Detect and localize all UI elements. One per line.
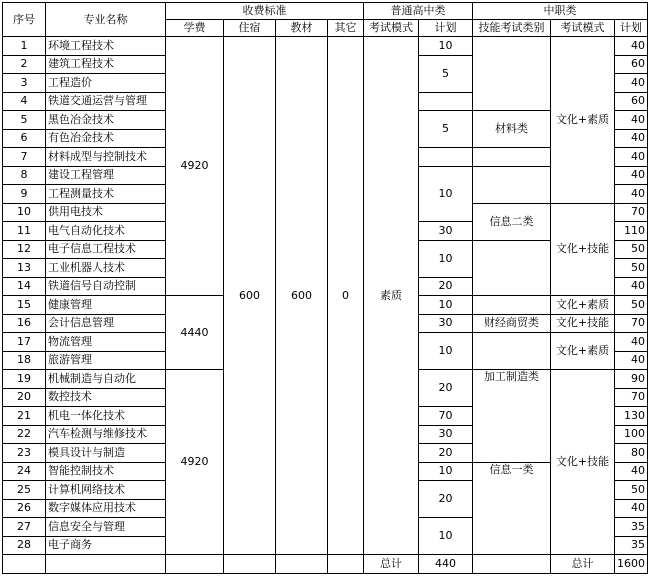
total-empty-cell <box>166 555 224 574</box>
vocational-plan-cell: 70 <box>615 388 648 407</box>
enrollment-plan-table <box>2 2 648 574</box>
vocational-mode-cell: 文化+素质 <box>551 37 615 204</box>
row-number: 15 <box>3 296 46 315</box>
vocational-plan-cell: 40 <box>615 129 648 148</box>
row-number: 25 <box>3 481 46 500</box>
vocational-plan-cell: 35 <box>615 536 648 555</box>
header-general-group: 普通高中类 <box>364 3 473 20</box>
row-number: 12 <box>3 240 46 259</box>
vocational-plan-cell: 40 <box>615 185 648 204</box>
total-empty-cell <box>3 555 46 574</box>
general-plan-cell <box>419 148 473 167</box>
header-row-1 <box>3 3 648 20</box>
major-name: 物流管理 <box>46 333 166 352</box>
tuition-cell: 4920 <box>166 37 224 296</box>
vocational-category-cell <box>473 296 551 315</box>
major-name: 黑色冶金技术 <box>46 111 166 130</box>
vocational-plan-cell: 50 <box>615 296 648 315</box>
general-plan-cell: 5 <box>419 55 473 92</box>
row-number: 14 <box>3 277 46 296</box>
general-plan-cell: 10 <box>419 166 473 222</box>
header-seq: 序号 <box>3 3 46 37</box>
textbook-cell: 600 <box>276 37 328 555</box>
vocational-category-cell <box>473 240 551 296</box>
vocational-category-cell: 信息一类 <box>473 462 551 555</box>
major-name: 汽车检测与维修技术 <box>46 425 166 444</box>
vocational-plan-cell: 70 <box>615 203 648 222</box>
general-plan-cell: 10 <box>419 240 473 277</box>
general-plan-cell: 10 <box>419 518 473 555</box>
vocational-category-cell: 财经商贸类 <box>473 314 551 333</box>
major-name: 信息安全与管理 <box>46 518 166 537</box>
header-tuition: 学费 <box>166 20 224 37</box>
header-vocational-category: 技能考试类别 <box>473 20 551 37</box>
vocational-plan-cell: 40 <box>615 499 648 518</box>
row-number: 17 <box>3 333 46 352</box>
vocational-category-cell <box>473 166 551 203</box>
vocational-category-cell <box>473 333 551 370</box>
vocational-plan-cell: 60 <box>615 55 648 74</box>
total-empty-cell <box>473 555 551 574</box>
major-name: 建筑工程技术 <box>46 55 166 74</box>
row-number: 2 <box>3 55 46 74</box>
general-total-label: 总计 <box>364 555 419 574</box>
major-name: 工程测量技术 <box>46 185 166 204</box>
tuition-cell: 4440 <box>166 296 224 370</box>
header-other: 其它 <box>328 20 364 37</box>
row-number: 9 <box>3 185 46 204</box>
other-fee-cell: 0 <box>328 37 364 555</box>
header-vocational-plan: 计划 <box>615 20 648 37</box>
vocational-plan-cell: 35 <box>615 518 648 537</box>
header-vocational-mode: 考试模式 <box>551 20 615 37</box>
major-name: 电气自动化技术 <box>46 222 166 241</box>
general-total-value: 440 <box>419 555 473 574</box>
vocational-plan-cell: 40 <box>615 277 648 296</box>
major-name: 工业机器人技术 <box>46 259 166 278</box>
major-name: 会计信息管理 <box>46 314 166 333</box>
vocational-mode-cell: 文化+素质 <box>551 296 615 315</box>
major-name: 机械制造与自动化 <box>46 370 166 389</box>
general-mode-cell: 素质 <box>364 37 419 555</box>
row-number: 13 <box>3 259 46 278</box>
total-empty-cell <box>276 555 328 574</box>
major-name: 供用电技术 <box>46 203 166 222</box>
vocational-plan-cell: 40 <box>615 333 648 352</box>
total-empty-cell <box>46 555 166 574</box>
vocational-category-cell: 加工制造类 <box>473 370 551 463</box>
header-major: 专业名称 <box>46 3 166 37</box>
general-plan-cell: 20 <box>419 370 473 407</box>
row-number: 22 <box>3 425 46 444</box>
total-row <box>3 555 648 574</box>
general-plan-cell: 20 <box>419 277 473 296</box>
row-number: 23 <box>3 444 46 463</box>
header-general-mode: 考试模式 <box>364 20 419 37</box>
vocational-total-label: 总计 <box>551 555 615 574</box>
general-plan-cell: 30 <box>419 222 473 241</box>
general-plan-cell: 20 <box>419 481 473 518</box>
vocational-plan-cell: 40 <box>615 37 648 56</box>
major-name: 工程造价 <box>46 74 166 93</box>
table-row <box>3 37 648 56</box>
general-plan-cell: 10 <box>419 462 473 481</box>
general-plan-cell: 5 <box>419 111 473 148</box>
row-number: 16 <box>3 314 46 333</box>
vocational-plan-cell: 50 <box>615 240 648 259</box>
vocational-mode-cell: 文化+技能 <box>551 370 615 555</box>
vocational-plan-cell: 130 <box>615 407 648 426</box>
row-number: 27 <box>3 518 46 537</box>
vocational-plan-cell: 50 <box>615 481 648 500</box>
row-number: 26 <box>3 499 46 518</box>
row-number: 8 <box>3 166 46 185</box>
row-number: 28 <box>3 536 46 555</box>
row-number: 24 <box>3 462 46 481</box>
vocational-category-cell <box>473 148 551 167</box>
major-name: 健康管理 <box>46 296 166 315</box>
header-fee-group: 收费标准 <box>166 3 364 20</box>
row-number: 6 <box>3 129 46 148</box>
row-number: 19 <box>3 370 46 389</box>
header-lodging: 住宿 <box>224 20 276 37</box>
vocational-mode-cell: 文化+技能 <box>551 314 615 333</box>
general-plan-cell: 30 <box>419 425 473 444</box>
vocational-plan-cell: 50 <box>615 259 648 278</box>
vocational-plan-cell: 100 <box>615 425 648 444</box>
row-number: 21 <box>3 407 46 426</box>
major-name: 铁道交通运营与管理 <box>46 92 166 111</box>
vocational-plan-cell: 80 <box>615 444 648 463</box>
header-general-plan: 计划 <box>419 20 473 37</box>
vocational-plan-cell: 70 <box>615 314 648 333</box>
row-number: 4 <box>3 92 46 111</box>
row-number: 7 <box>3 148 46 167</box>
major-name: 智能控制技术 <box>46 462 166 481</box>
header-vocational-group: 中职类 <box>473 3 648 20</box>
major-name: 模具设计与制造 <box>46 444 166 463</box>
vocational-plan-cell: 40 <box>615 148 648 167</box>
general-plan-cell: 10 <box>419 296 473 315</box>
major-name: 计算机网络技术 <box>46 481 166 500</box>
total-empty-cell <box>224 555 276 574</box>
major-name: 有色冶金技术 <box>46 129 166 148</box>
row-number: 5 <box>3 111 46 130</box>
header-textbook: 教材 <box>276 20 328 37</box>
row-number: 11 <box>3 222 46 241</box>
vocational-category-cell <box>473 37 551 111</box>
major-name: 环境工程技术 <box>46 37 166 56</box>
vocational-mode-cell: 文化+素质 <box>551 333 615 370</box>
lodging-cell: 600 <box>224 37 276 555</box>
vocational-plan-cell: 40 <box>615 462 648 481</box>
vocational-plan-cell: 110 <box>615 222 648 241</box>
row-number: 1 <box>3 37 46 56</box>
major-name: 数控技术 <box>46 388 166 407</box>
general-plan-cell: 30 <box>419 314 473 333</box>
general-plan-cell: 70 <box>419 407 473 426</box>
vocational-mode-cell: 文化+技能 <box>551 203 615 296</box>
vocational-plan-cell: 40 <box>615 351 648 370</box>
vocational-plan-cell: 40 <box>615 166 648 185</box>
major-name: 数字媒体应用技术 <box>46 499 166 518</box>
major-name: 电子信息工程技术 <box>46 240 166 259</box>
row-number: 3 <box>3 74 46 93</box>
general-plan-cell: 10 <box>419 37 473 56</box>
vocational-category-cell: 信息二类 <box>473 203 551 240</box>
major-name: 铁道信号自动控制 <box>46 277 166 296</box>
vocational-plan-cell: 90 <box>615 370 648 389</box>
general-plan-cell: 10 <box>419 333 473 370</box>
vocational-category-cell: 材料类 <box>473 111 551 148</box>
vocational-plan-cell: 60 <box>615 92 648 111</box>
row-number: 10 <box>3 203 46 222</box>
major-name: 旅游管理 <box>46 351 166 370</box>
row-number: 20 <box>3 388 46 407</box>
general-plan-cell: 20 <box>419 444 473 463</box>
total-empty-cell <box>328 555 364 574</box>
major-name: 材料成型与控制技术 <box>46 148 166 167</box>
vocational-plan-cell: 40 <box>615 74 648 93</box>
row-number: 18 <box>3 351 46 370</box>
major-name: 机电一体化技术 <box>46 407 166 426</box>
vocational-total-value: 1600 <box>615 555 648 574</box>
vocational-plan-cell: 40 <box>615 111 648 130</box>
major-name: 电子商务 <box>46 536 166 555</box>
tuition-cell: 4920 <box>166 370 224 555</box>
major-name: 建设工程管理 <box>46 166 166 185</box>
general-plan-cell <box>419 92 473 111</box>
